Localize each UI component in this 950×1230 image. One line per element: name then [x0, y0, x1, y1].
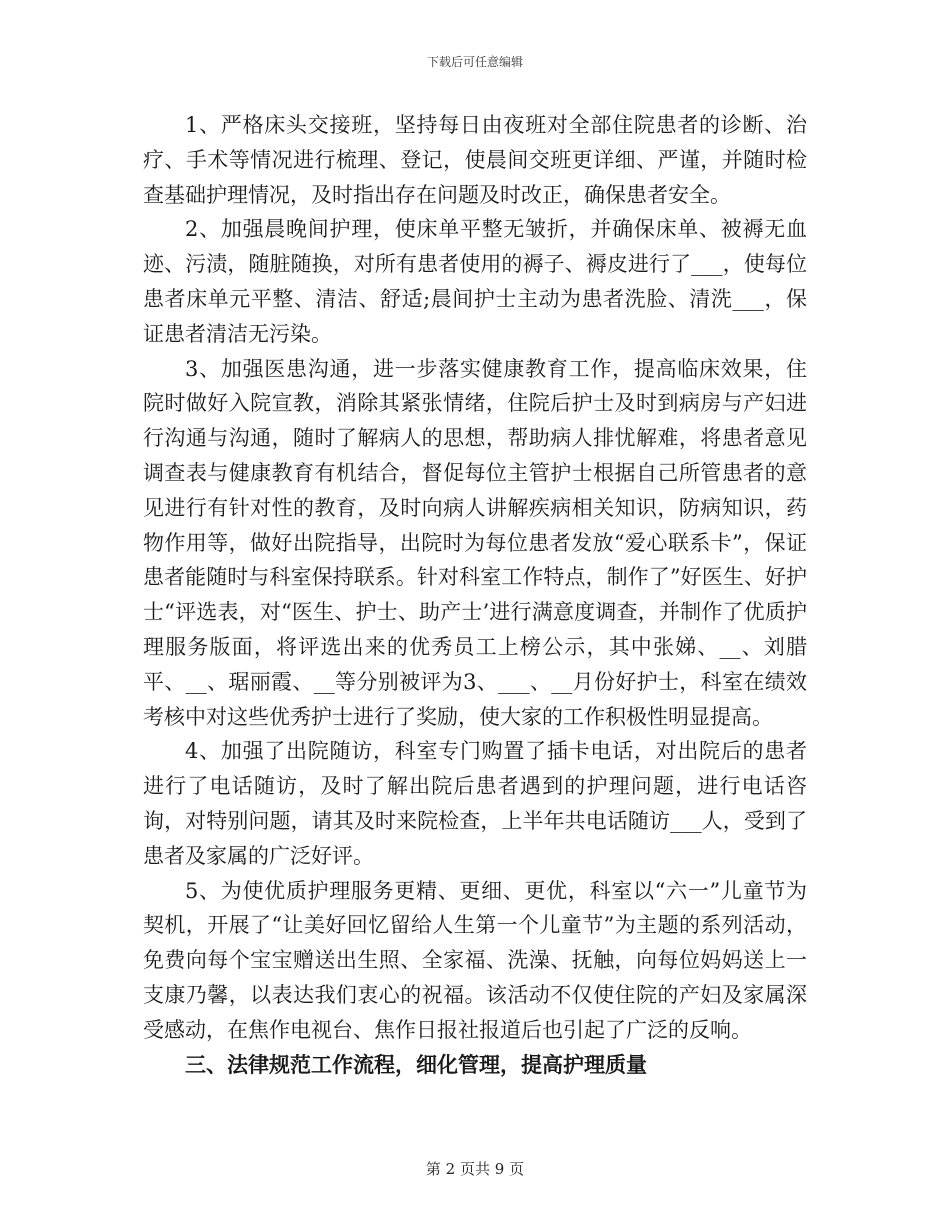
section-heading: 三、法律规范工作流程，细化管理，提高护理质量 [185, 1051, 647, 1077]
document-body [143, 108, 807, 1082]
header-note: 下载后可任意编辑 [426, 55, 523, 69]
paragraph-1: 1、严格床头交接班，坚持每日由夜班对全部住院患者的诊断、治疗、手术等情况进行梳理、登记，使晨间交班更详细、严谨，并随时检查基础护理情况，及时指出存在问题及时改正，确保患者安全。 [143, 113, 807, 207]
paragraph-3: 3、加强医患沟通，进一步落实健康教育工作，提高临床效果，住院时做好入院宣教，消除其紧张情绪，住院后护士及时到病房与产妇进行沟通与沟通，随时了解病人的思想，帮助病人排忧解难，将患者意见调查表与健康教育有机结合，督促每位主管护士根据自己所管患者的意见进行有针对性的教育，及时向病人讲解疾病相关知识，防病知识，药物作用等，做好出院指导，出院时为每位患者发放“爱心联系卡”，保证患者能随时与科室保持联系。针对科室工作特点，制作了”好医生、好护士“评选表，对“医生、护士、助产士’进行满意度调查，并制作了优质护理服务版面，将评选出来的优秀员工上榜公示，其中张娣、__、刘腊平、__、琚丽霞、__等分别被评为3、___、__月份好护士，科室在绩效考核中对这些优秀护士进行了奖励，使大家的工作积极性明显提高。 [143, 356, 807, 729]
paragraph-2: 2、加强晨晚间护理，使床单平整无皱折，并确保床单、被褥无血迹、污渍，随脏随换，对所有患者使用的褥子、褥皮进行了___，使每位患者床单元平整、清洁、舒适;晨间护士主动为患者洗脸、清洗___，保证患者清洁无污染。 [143, 217, 807, 346]
paragraph-4: 4、加强了出院随访，科室专门购置了插卡电话，对出院后的患者进行了电话随访，及时了解出院后患者遇到的护理问题，进行电话咨询，对特别问题，请其及时来院检查，上半年共电话随访___人，受到了患者及家属的广泛好评。 [143, 739, 807, 868]
page-footer: 第 2 页共 9 页 [425, 1160, 525, 1178]
paragraph-5: 5、为使优质护理服务更精、更细、更优，科室以“六一”儿童节为契机，开展了“让美好回忆留给人生第一个儿童节”为主题的系列活动，免费向每个宝宝赠送出生照、全家福、洗澡、抚触，向每位妈妈送上一支康乃馨，以表达我们衷心的祝福。该活动不仅使住院的产妇及家属深受感动，在焦作电视台、焦作日报社报道后也引起了广泛的反响。 [143, 878, 807, 1042]
